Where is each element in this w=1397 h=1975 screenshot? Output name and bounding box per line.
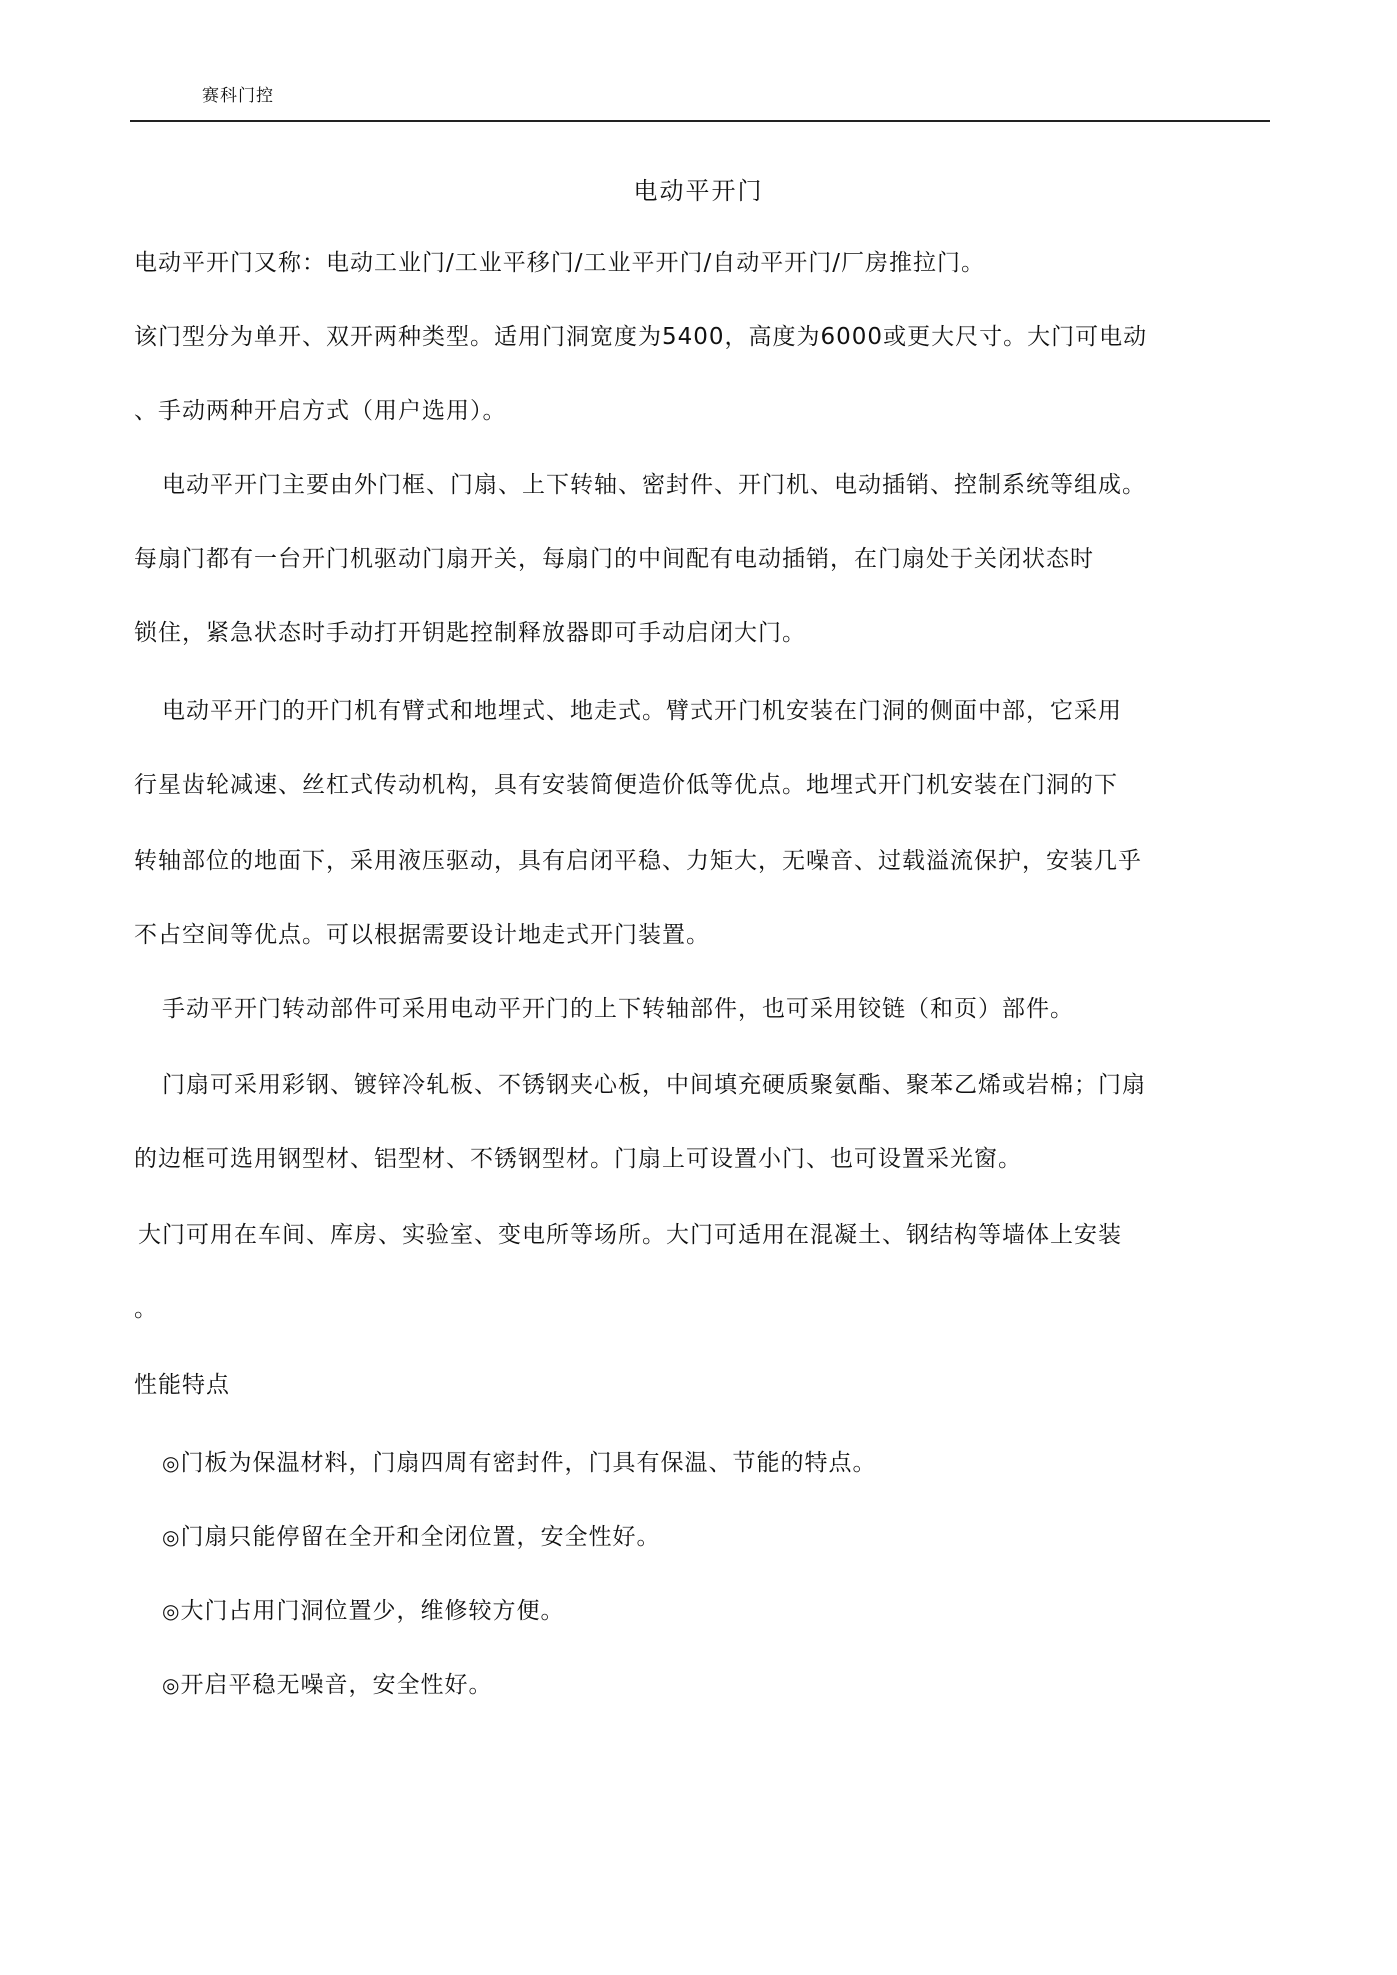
header-company-name: 赛科门控 — [202, 86, 274, 106]
feature-bullet — [162, 1596, 564, 1626]
text-line: 电动平开门的开门机有臂式和地埋式、地走式。臂式开门机安装在门洞的侧面中部，它采用 — [162, 698, 1122, 724]
text-line: 大门可用在车间、库房、实验室、变电所等场所。大门可适用在混凝土、钢结构等墙体上安装 — [138, 1222, 1122, 1248]
text-line: 行星齿轮减速、丝杠式传动机构，具有安装简便造价低等优点。地埋式开门机安装在门洞的下 — [134, 772, 1118, 798]
text-line: 门扇可采用彩钢、镀锌冷轧板、不锈钢夹心板，中间填充硬质聚氨酯、聚苯乙烯或岩棉；门扇 — [162, 1072, 1146, 1098]
bullet-icon: ◎ — [162, 1599, 181, 1623]
section-heading: 性能特点 — [134, 1372, 230, 1398]
text-line: 该门型分为单开、双开两种类型。适用门洞宽度为5400，高度为6000或更大尺寸。大门可电动 — [134, 324, 1148, 350]
feature-text: 门板为保温材料，门扇四周有密封件，门具有保温、节能的特点。 — [180, 1450, 877, 1476]
text-line: 电动平开门主要由外门框、门扇、上下转轴、密封件、开门机、电动插销、控制系统等组成。 — [162, 472, 1146, 498]
feature-bullet — [162, 1522, 660, 1552]
bullet-icon: ◎ — [162, 1451, 181, 1475]
page-header — [130, 0, 1270, 122]
text-line: 的边框可选用钢型材、铝型材、不锈钢型材。门扇上可设置小门、也可设置采光窗。 — [134, 1146, 1022, 1172]
feature-bullet — [162, 1670, 492, 1700]
text-line: 手动平开门转动部件可采用电动平开门的上下转轴部件，也可采用铰链（和页）部件。 — [162, 996, 1074, 1022]
feature-text: 开启平稳无噪音，安全性好。 — [180, 1672, 493, 1698]
text-line: 。 — [134, 1296, 158, 1322]
text-line: 不占空间等优点。可以根据需要设计地走式开门装置。 — [134, 922, 710, 948]
text-line: 每扇门都有一台开门机驱动门扇开关，每扇门的中间配有电动插销，在门扇处于关闭状态时 — [134, 546, 1094, 572]
bullet-icon: ◎ — [162, 1673, 181, 1697]
bullet-icon: ◎ — [162, 1525, 181, 1549]
document-title: 电动平开门 — [633, 177, 764, 205]
text-line: 转轴部位的地面下，采用液压驱动，具有启闭平稳、力矩大，无噪音、过载溢流保护，安装几乎 — [134, 848, 1142, 874]
feature-text: 大门占用门洞位置少，维修较方便。 — [180, 1598, 565, 1624]
text-line: 、手动两种开启方式（用户选用）。 — [134, 398, 507, 424]
text-line: 电动平开门又称：电动工业门/工业平移门/工业平开门/自动平开门/厂房推拉门。 — [134, 250, 985, 276]
text-line: 锁住，紧急状态时手动打开钥匙控制释放器即可手动启闭大门。 — [134, 620, 806, 646]
feature-text: 门扇只能停留在全开和全闭位置，安全性好。 — [180, 1524, 661, 1550]
feature-bullet — [162, 1448, 876, 1478]
